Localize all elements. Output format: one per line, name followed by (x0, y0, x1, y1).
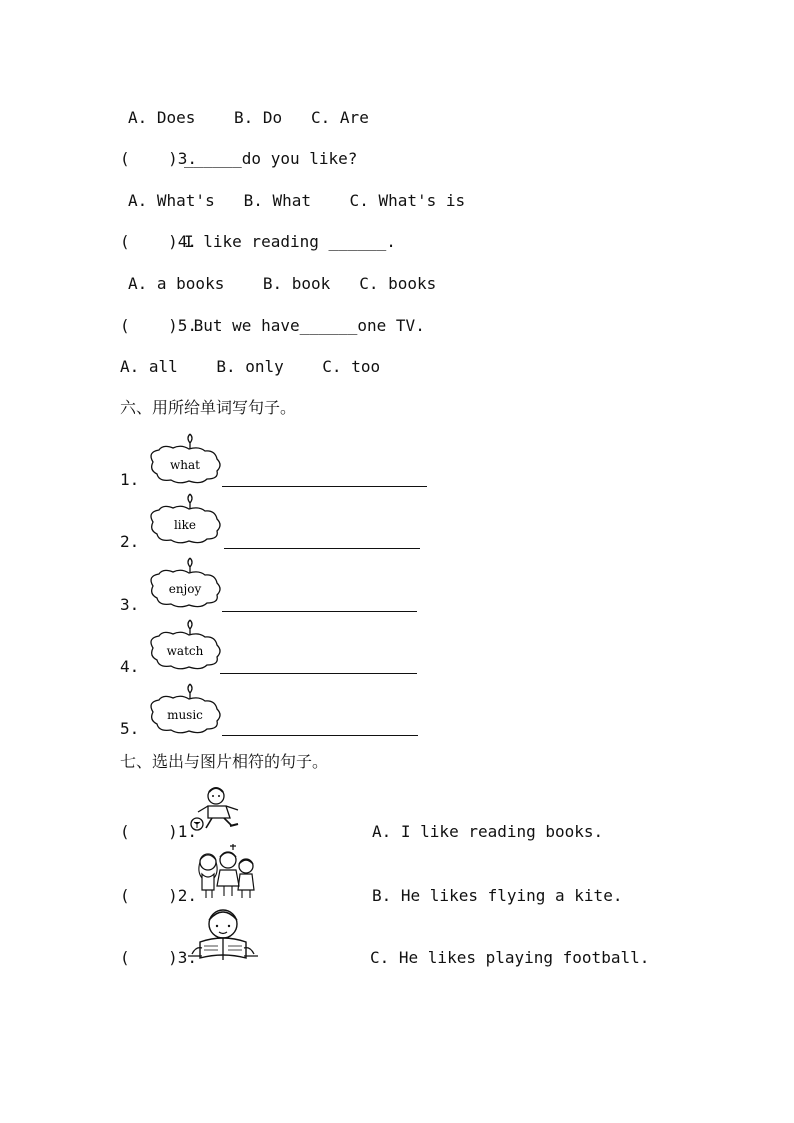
answer-blank[interactable] (222, 735, 418, 736)
cloud-word: like (173, 518, 197, 532)
q4-paren[interactable]: ( )4. (120, 232, 198, 251)
word-cloud-icon (145, 556, 225, 612)
q3-options: A. What's B. What C. What's is (128, 191, 466, 210)
q3-paren[interactable]: ( )3. (120, 149, 198, 168)
children-group-picture (194, 844, 256, 902)
answer-blank[interactable] (220, 673, 417, 674)
q4-options: A. a books B. book C. books (128, 274, 437, 293)
answer-blank[interactable] (222, 611, 417, 612)
item-number: 5. (120, 719, 140, 738)
boy-kicking-football-picture (186, 784, 246, 836)
cloud-word: enjoy (168, 582, 202, 596)
answer-blank[interactable] (222, 486, 427, 487)
q5-text: But we have______one TV. (184, 316, 425, 335)
cloud-word: music (167, 708, 203, 722)
item-number: 1. (120, 470, 140, 489)
cloud-word: watch (166, 644, 204, 658)
word-cloud-icon (145, 492, 225, 548)
q5-options: A. all B. only C. too (120, 357, 381, 376)
cloud-word: what (170, 458, 200, 472)
boy-reading-book-picture (186, 906, 260, 966)
match-option: A. I like reading books. (372, 822, 604, 841)
q4-text: I like reading ______. (184, 232, 396, 251)
q5-paren[interactable]: ( )5. (120, 316, 198, 335)
match-paren[interactable]: ( )1. (120, 822, 198, 841)
section6-title: 六、用所给单词写句子。 (120, 398, 297, 417)
q2-options: A. Does B. Do C. Are (128, 108, 369, 127)
match-option: B. He likes flying a kite. (372, 886, 623, 905)
item-number: 3. (120, 595, 140, 614)
match-paren[interactable]: ( )2. (120, 886, 198, 905)
item-number: 2. (120, 532, 140, 551)
word-cloud-icon (145, 682, 225, 738)
answer-blank[interactable] (224, 548, 420, 549)
match-option: C. He likes playing football. (370, 948, 650, 967)
section7-title: 七、选出与图片相符的句子。 (120, 752, 329, 771)
word-cloud-icon (145, 432, 225, 488)
item-number: 4. (120, 657, 140, 676)
q3-text: ______do you like? (184, 149, 358, 168)
word-cloud-icon (145, 618, 225, 674)
match-paren[interactable]: ( )3. (120, 948, 198, 967)
